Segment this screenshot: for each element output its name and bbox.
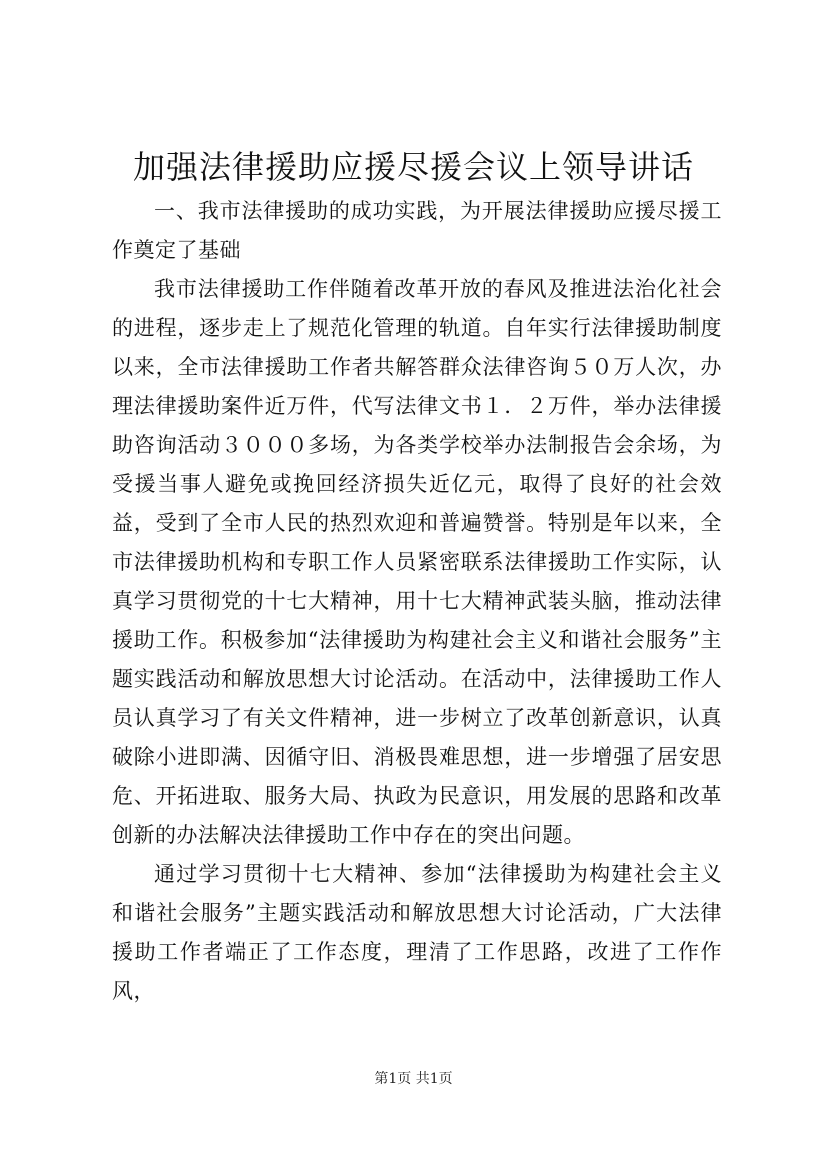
document-title: 加强法律援助应援尽援会议上领导讲话 [132,148,694,186]
paragraph-1: 我市法律援助工作伴随着改革开放的春风及推进法治化社会的进程，逐步走上了规范化管理的轨道。自年实行法律援助制度以来，全市法律援助工作者共解答群众法律咨询５０万人次，办理法律援助案件近万件，代写法律文书１．２万件，举办法律援助咨询活动３０００多场，为各类学校举办法制报告会余场，为受援当事人避免或挽回经济损失近亿元，取得了良好的社会效益，受到了全市人民的热烈欢迎和普遍赞誉。特别是年以来，全市法律援助机构和专职工作人员紧密联系法律援助工作实际，认真学习贯彻党的十七大精神，用十七大精神武装头脑，推动法律援助工作。积极参加“法律援助为构建社会主义和谐社会服务”主题实践活动和解放思想大讨论活动。在活动中，法律援助工作人员认真学习了有关文件精神，进一步树立了改革创新意识，认真破除小进即满、因循守旧、消极畏难思想，进一步增强了居安思危、开拓进取、服务大局、执政为民意识，用发展的思路和改革创新的办法解决法律援助工作中存在的突出问题。 [112,277,722,847]
page-footer: 第1页 共1页 [374,1071,453,1087]
document-body [112,192,722,1011]
paragraph-2: 通过学习贯彻十七大精神、参加“法律援助为构建社会主义和谐社会服务”主题实践活动和解放思想大讨论活动，广大法律援助工作者端正了工作态度，理清了工作思路，改进了工作作风， [112,862,722,1003]
paragraph-heading: 一、我市法律援助的成功实践，为开展法律援助应援尽援工作奠定了基础 [112,199,722,262]
